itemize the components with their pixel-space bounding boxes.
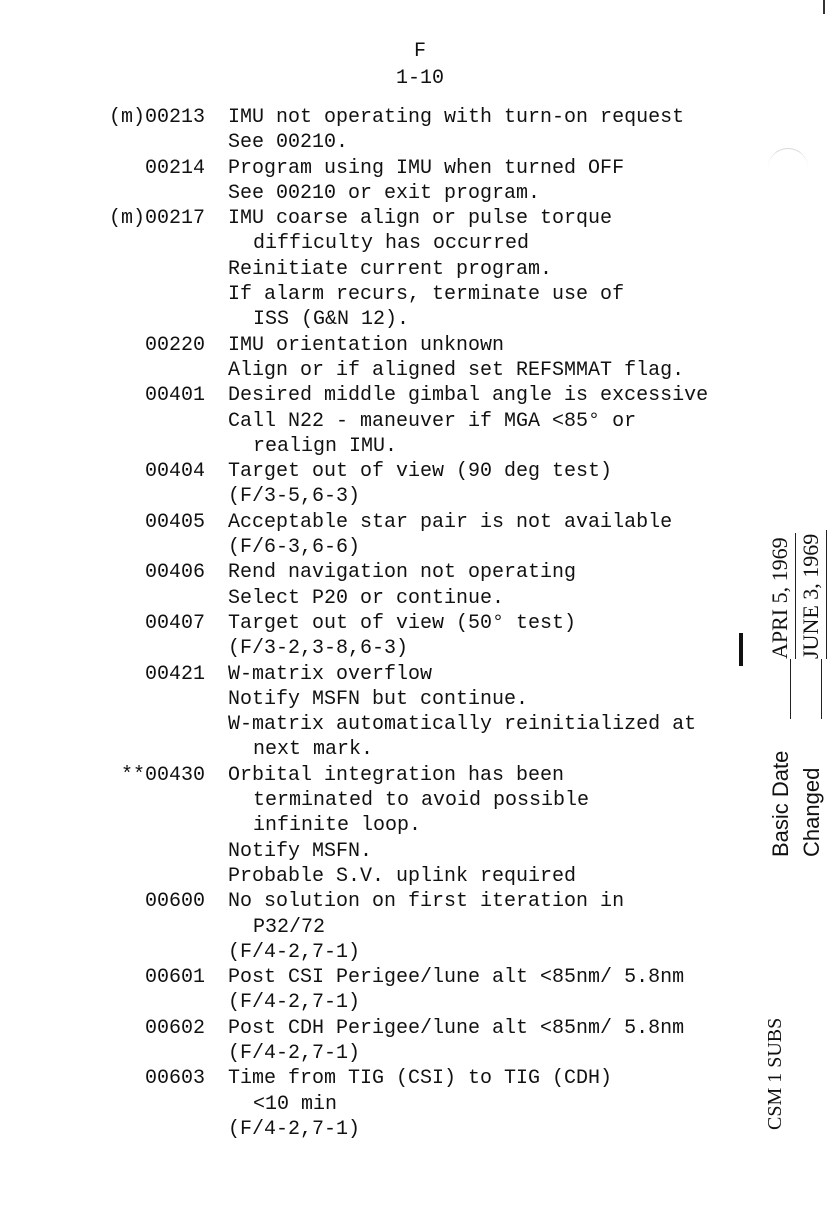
alarm-entry [0,662,745,763]
alarm-description-line: No solution on first iteration in [228,890,625,914]
alarm-description-line: Program using IMU when turned OFF [228,156,625,180]
alarm-description [228,763,745,889]
alarm-description-line: See 00210 or exit program. [228,181,541,205]
page-edge-mark [823,0,825,14]
alarm-description-line: Time from TIG (CSI) to TIG (CDH) [228,1067,613,1091]
alarm-description [228,1016,745,1067]
alarm-description-line: W-matrix automatically reinitialized at [228,713,697,737]
alarm-description-line: Rend navigation not operating [228,561,577,585]
page-header [380,38,460,92]
alarm-description-line: W-matrix overflow [228,662,433,686]
basic-date-value: APRI 5, 1969 [765,533,796,659]
alarm-description-line: Target out of view (90 deg test) [228,460,613,484]
scan-artifact [768,148,808,169]
changed-date-label: Changed [799,767,824,857]
alarm-description [228,965,745,1016]
alarm-code: 00404 [144,460,205,484]
basic-date-rule [768,659,791,719]
alarm-entry [0,383,745,459]
alarm-description-line: IMU not operating with turn-on request [228,106,685,129]
alarm-description-line: See 00210. [228,131,349,155]
change-bar [739,633,743,666]
page-number: 1-10 [395,67,444,90]
alarm-description-line: ISS (G&N 12). [253,308,410,332]
alarm-code: 00405 [144,510,205,534]
alarm-description-line: Reinitiate current program. [228,257,553,281]
alarm-description-line: P32/72 [253,915,326,939]
alarm-code: 00401 [144,384,205,408]
alarm-code: 00603 [144,1067,205,1091]
alarm-description [228,459,745,510]
margin-date-block [745,492,837,857]
alarm-description-line: IMU coarse align or pulse torque [228,207,613,231]
changed-date-rule [799,659,822,719]
alarm-description-line: Align or if aligned set REFSMMAT flag. [228,358,685,382]
alarm-description-line: (F/3-2,3-8,6-3) [228,637,409,661]
alarm-description-line: difficulty has occurred [253,232,530,256]
alarm-entry [0,105,745,156]
alarm-description-line: Post CSI Perigee/lune alt <85nm/ 5.8nm [228,966,685,990]
alarm-description-line: Acceptable star pair is not available [228,510,673,534]
alarm-entry [0,1016,745,1067]
alarm-code: **00430 [120,763,205,787]
alarm-description-line: If alarm recurs, terminate use of [228,283,625,307]
alarm-entry [0,333,745,384]
alarm-description-line: Desired middle gimbal angle is excessive [228,384,709,408]
alarm-description-line: (F/6-3,6-6) [228,536,361,560]
alarm-entry [0,560,745,611]
section-letter: F [413,40,426,63]
alarm-description-line: (F/4-2,7-1) [228,1041,361,1065]
alarm-code: 00421 [144,662,205,686]
alarm-description [228,889,745,965]
alarm-description-line: infinite loop. [253,814,422,838]
alarm-description-line: terminated to avoid possible [253,789,590,813]
alarm-entry [0,459,745,510]
alarm-description-line: (F/3-5,6-3) [228,485,361,509]
alarm-code-list [0,105,745,1142]
alarm-entry [0,156,745,207]
alarm-description-line: Probable S.V. uplink required [228,864,577,888]
alarm-description [228,156,745,207]
alarm-description-line: <10 min [253,1092,338,1116]
alarm-entry [0,206,745,332]
alarm-description [228,105,745,156]
alarm-entry [0,1066,745,1142]
alarm-description-line: (F/4-2,7-1) [228,991,361,1015]
alarm-description-line: Target out of view (50° test) [228,611,577,635]
alarm-description [228,333,745,384]
alarm-description-line: IMU orientation unknown [228,333,505,357]
alarm-code: 00406 [144,561,205,585]
alarm-entry [0,510,745,561]
alarm-description-line: Select P20 or continue. [228,586,505,610]
changed-date-row [796,492,827,857]
alarm-entry [0,965,745,1016]
alarm-entry [0,889,745,965]
alarm-description-line: Notify MSFN. [228,839,373,863]
alarm-description-line: (F/4-2,7-1) [228,1117,361,1141]
alarm-description-line: next mark. [253,738,374,762]
alarm-code: 00220 [144,333,205,357]
alarm-description [228,1066,745,1142]
alarm-code: (m)00217 [108,207,205,231]
alarm-code: 00602 [144,1016,205,1040]
basic-date-label: Basic Date [768,750,793,857]
changed-date-value: JUNE 3, 1969 [796,530,827,659]
alarm-description [228,560,745,611]
alarm-description-line: Notify MSFN but continue. [228,687,529,711]
basic-date-row [765,492,796,857]
alarm-description-line: Orbital integration has been [228,763,565,787]
alarm-description-line: Post CDH Perigee/lune alt <85nm/ 5.8nm [228,1016,685,1040]
alarm-code: 00601 [144,966,205,990]
document-id-text: CSM 1 SUBS [764,1017,786,1130]
alarm-description-line: (F/4-2,7-1) [228,940,361,964]
alarm-code: 00214 [144,156,205,180]
alarm-description [228,611,745,662]
alarm-description [228,662,745,763]
alarm-description [228,510,745,561]
alarm-code: 00407 [144,611,205,635]
alarm-description [228,383,745,459]
alarm-description-line: Call N22 - maneuver if MGA <85° or [228,409,637,433]
alarm-code: (m)00213 [108,106,205,129]
margin-document-id [752,945,792,1130]
alarm-description-line: realign IMU. [253,434,398,458]
alarm-code: 00600 [144,890,205,914]
alarm-entry [0,763,745,889]
alarm-entry [0,611,745,662]
alarm-description [228,206,745,332]
